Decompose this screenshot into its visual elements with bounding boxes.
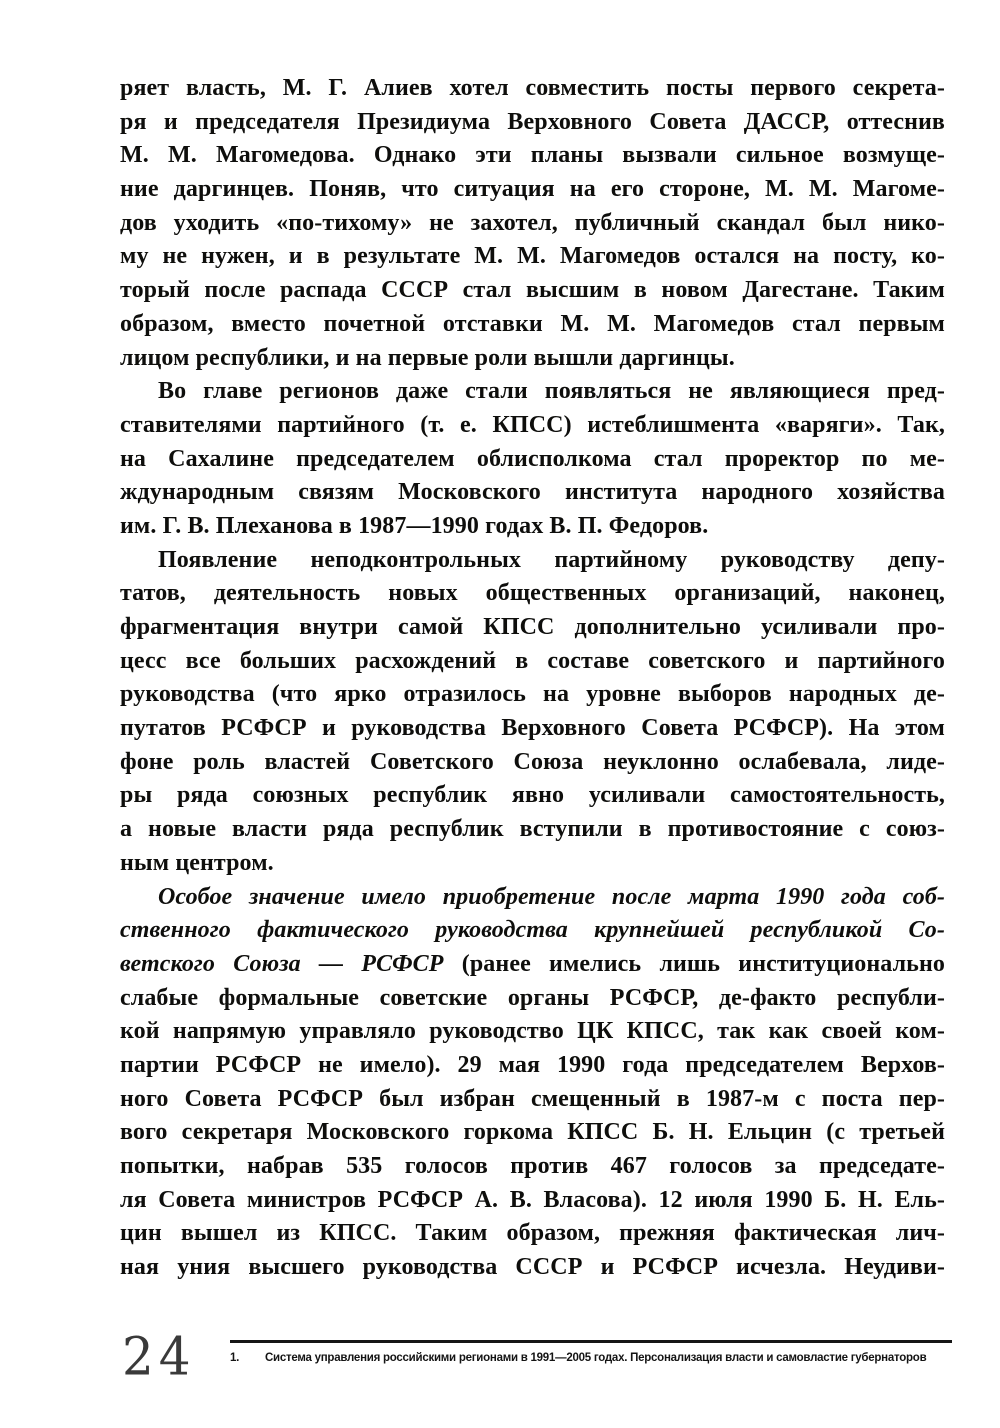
text-segment: цин вышел из КПСС. Таким образом, прежняя фактическая лич-	[120, 1220, 945, 1247]
text-segment: фрагментация внутри самой КПСС дополнительно усиливали про-	[120, 614, 945, 640]
text-line	[120, 173, 945, 207]
text-line	[120, 982, 945, 1016]
text-segment: М. М. Магомедова. Однако эти планы вызвали сильное возмуще-	[120, 142, 945, 169]
text-segment: образом, вместо почетной отставки М. М. Магомедов стал первым	[120, 310, 945, 337]
text-segment: на Сахалине председателем облисполкома стал проректор по ме-	[120, 445, 945, 472]
running-footer	[230, 1352, 952, 1364]
text-line	[120, 1150, 945, 1184]
text-segment: им. Г. В. Плеханова в 1987—1990 годах В. П. Федоров.	[120, 512, 709, 539]
text-line	[120, 712, 945, 746]
text-segment: лицом республики, и на первые роли вышли даргинцы.	[120, 344, 735, 371]
text-line	[120, 207, 945, 241]
body-text-block	[120, 72, 945, 1285]
text-line	[120, 1184, 945, 1218]
text-line	[120, 443, 945, 477]
text-segment: ственного фактического руководства крупнейшей республикой Со-	[120, 917, 945, 944]
text-line	[120, 240, 945, 274]
text-line	[120, 342, 945, 376]
text-line	[120, 914, 945, 948]
text-segment: партии РСФСР не имело). 29 мая 1990 года председателем Верхов-	[120, 1051, 945, 1078]
footer-chapter-title: Система управления российскими регионами в 1991—2005 годах. Персонализация власти и самовластие губернаторов	[265, 1352, 927, 1364]
text-line	[120, 746, 945, 780]
text-line	[120, 645, 945, 679]
text-segment: ря и председателя Президиума Верховного Совета ДАССР, оттеснив	[120, 108, 945, 135]
text-segment: ветского Союза — РСФСР	[120, 950, 462, 977]
text-line	[120, 106, 945, 140]
text-segment: цесс все больших расхождений в составе советского и партийного	[120, 647, 945, 674]
text-line	[120, 72, 945, 106]
text-segment: Во главе регионов даже стали появляться не являющиеся пред-	[158, 378, 945, 405]
footer-chapter-number: 1.	[230, 1352, 240, 1364]
text-segment: ние даргинцев. Поняв, что ситуация на его стороне, М. М. Магоме-	[120, 176, 945, 203]
text-segment: ждународным связям Московского института народного хозяйства	[120, 479, 945, 506]
text-segment: путатов РСФСР и руководства Верховного Совета РСФСР). На этом	[120, 715, 945, 742]
text-segment: ного Совета РСФСР был избран смещенный в 1987-м с поста пер-	[120, 1085, 945, 1112]
text-segment: Появление неподконтрольных партийному руководству депу-	[158, 546, 945, 573]
text-segment: кой напрямую управляло руководство ЦК КПСС, так как своей ком-	[120, 1018, 945, 1045]
text-line	[120, 1116, 945, 1150]
text-segment: попытки, набрав 535 голосов против 467 голосов за председате-	[120, 1153, 945, 1179]
text-segment: слабые формальные советские органы РСФСР, де-факто республи-	[120, 984, 945, 1011]
text-segment: ры ряда союзных республик явно усиливали самостоятельность,	[120, 782, 945, 809]
text-segment: ля Совета министров РСФСР А. В. Власова). 12 июля 1990 Б. Н. Ель-	[120, 1186, 945, 1213]
text-line	[120, 1049, 945, 1083]
text-line	[120, 611, 945, 645]
text-line	[120, 274, 945, 308]
text-segment: ная уния высшего руководства СССР и РСФСР исчезла. Неудиви-	[120, 1254, 945, 1281]
text-line	[120, 678, 945, 712]
text-line	[120, 476, 945, 510]
text-line	[120, 948, 945, 982]
text-line	[120, 544, 945, 578]
text-segment: а новые власти ряда республик вступили в противостояние с союз-	[120, 816, 945, 843]
text-line	[120, 813, 945, 847]
text-line	[120, 1251, 945, 1285]
text-segment: му не нужен, и в результате М. М. Магомедов остался на посту, ко-	[120, 243, 945, 270]
footer-divider-rule	[230, 1340, 952, 1343]
text-line	[120, 375, 945, 409]
text-segment: ным центром.	[120, 849, 274, 876]
text-segment: вого секретаря Московского горкома КПСС Б. Н. Ельцин (с третьей	[120, 1119, 945, 1146]
text-segment: руководства (что ярко отразилось на уровне выборов народных де-	[120, 681, 945, 708]
text-line	[120, 881, 945, 915]
text-line	[120, 1015, 945, 1049]
text-segment: дов уходить «по-тихому» не захотел, публичный скандал был нико-	[120, 209, 945, 236]
text-line	[120, 847, 945, 881]
text-line	[120, 139, 945, 173]
text-segment: Особое значение имело приобретение после марта 1990 года соб-	[158, 883, 945, 910]
text-line	[120, 1083, 945, 1117]
text-segment: татов, деятельность новых общественных организаций, наконец,	[120, 580, 945, 607]
text-line	[120, 308, 945, 342]
text-segment: ставителями партийного (т. е. КПСС) истеблишмента «варяги». Так,	[120, 411, 945, 438]
text-line	[120, 779, 945, 813]
text-line	[120, 510, 945, 544]
text-line	[120, 577, 945, 611]
text-line	[120, 409, 945, 443]
page-number: 24	[122, 1326, 196, 1387]
text-line	[120, 1217, 945, 1251]
text-segment: ряет власть, М. Г. Алиев хотел совместить посты первого секрета-	[120, 75, 945, 101]
text-segment: фоне роль властей Советского Союза неуклонно ослабевала, лиде-	[120, 748, 945, 775]
text-segment: торый после распада СССР стал высшим в новом Дагестане. Таким	[120, 277, 945, 304]
text-segment: (ранее имелись лишь институционально	[461, 950, 945, 977]
